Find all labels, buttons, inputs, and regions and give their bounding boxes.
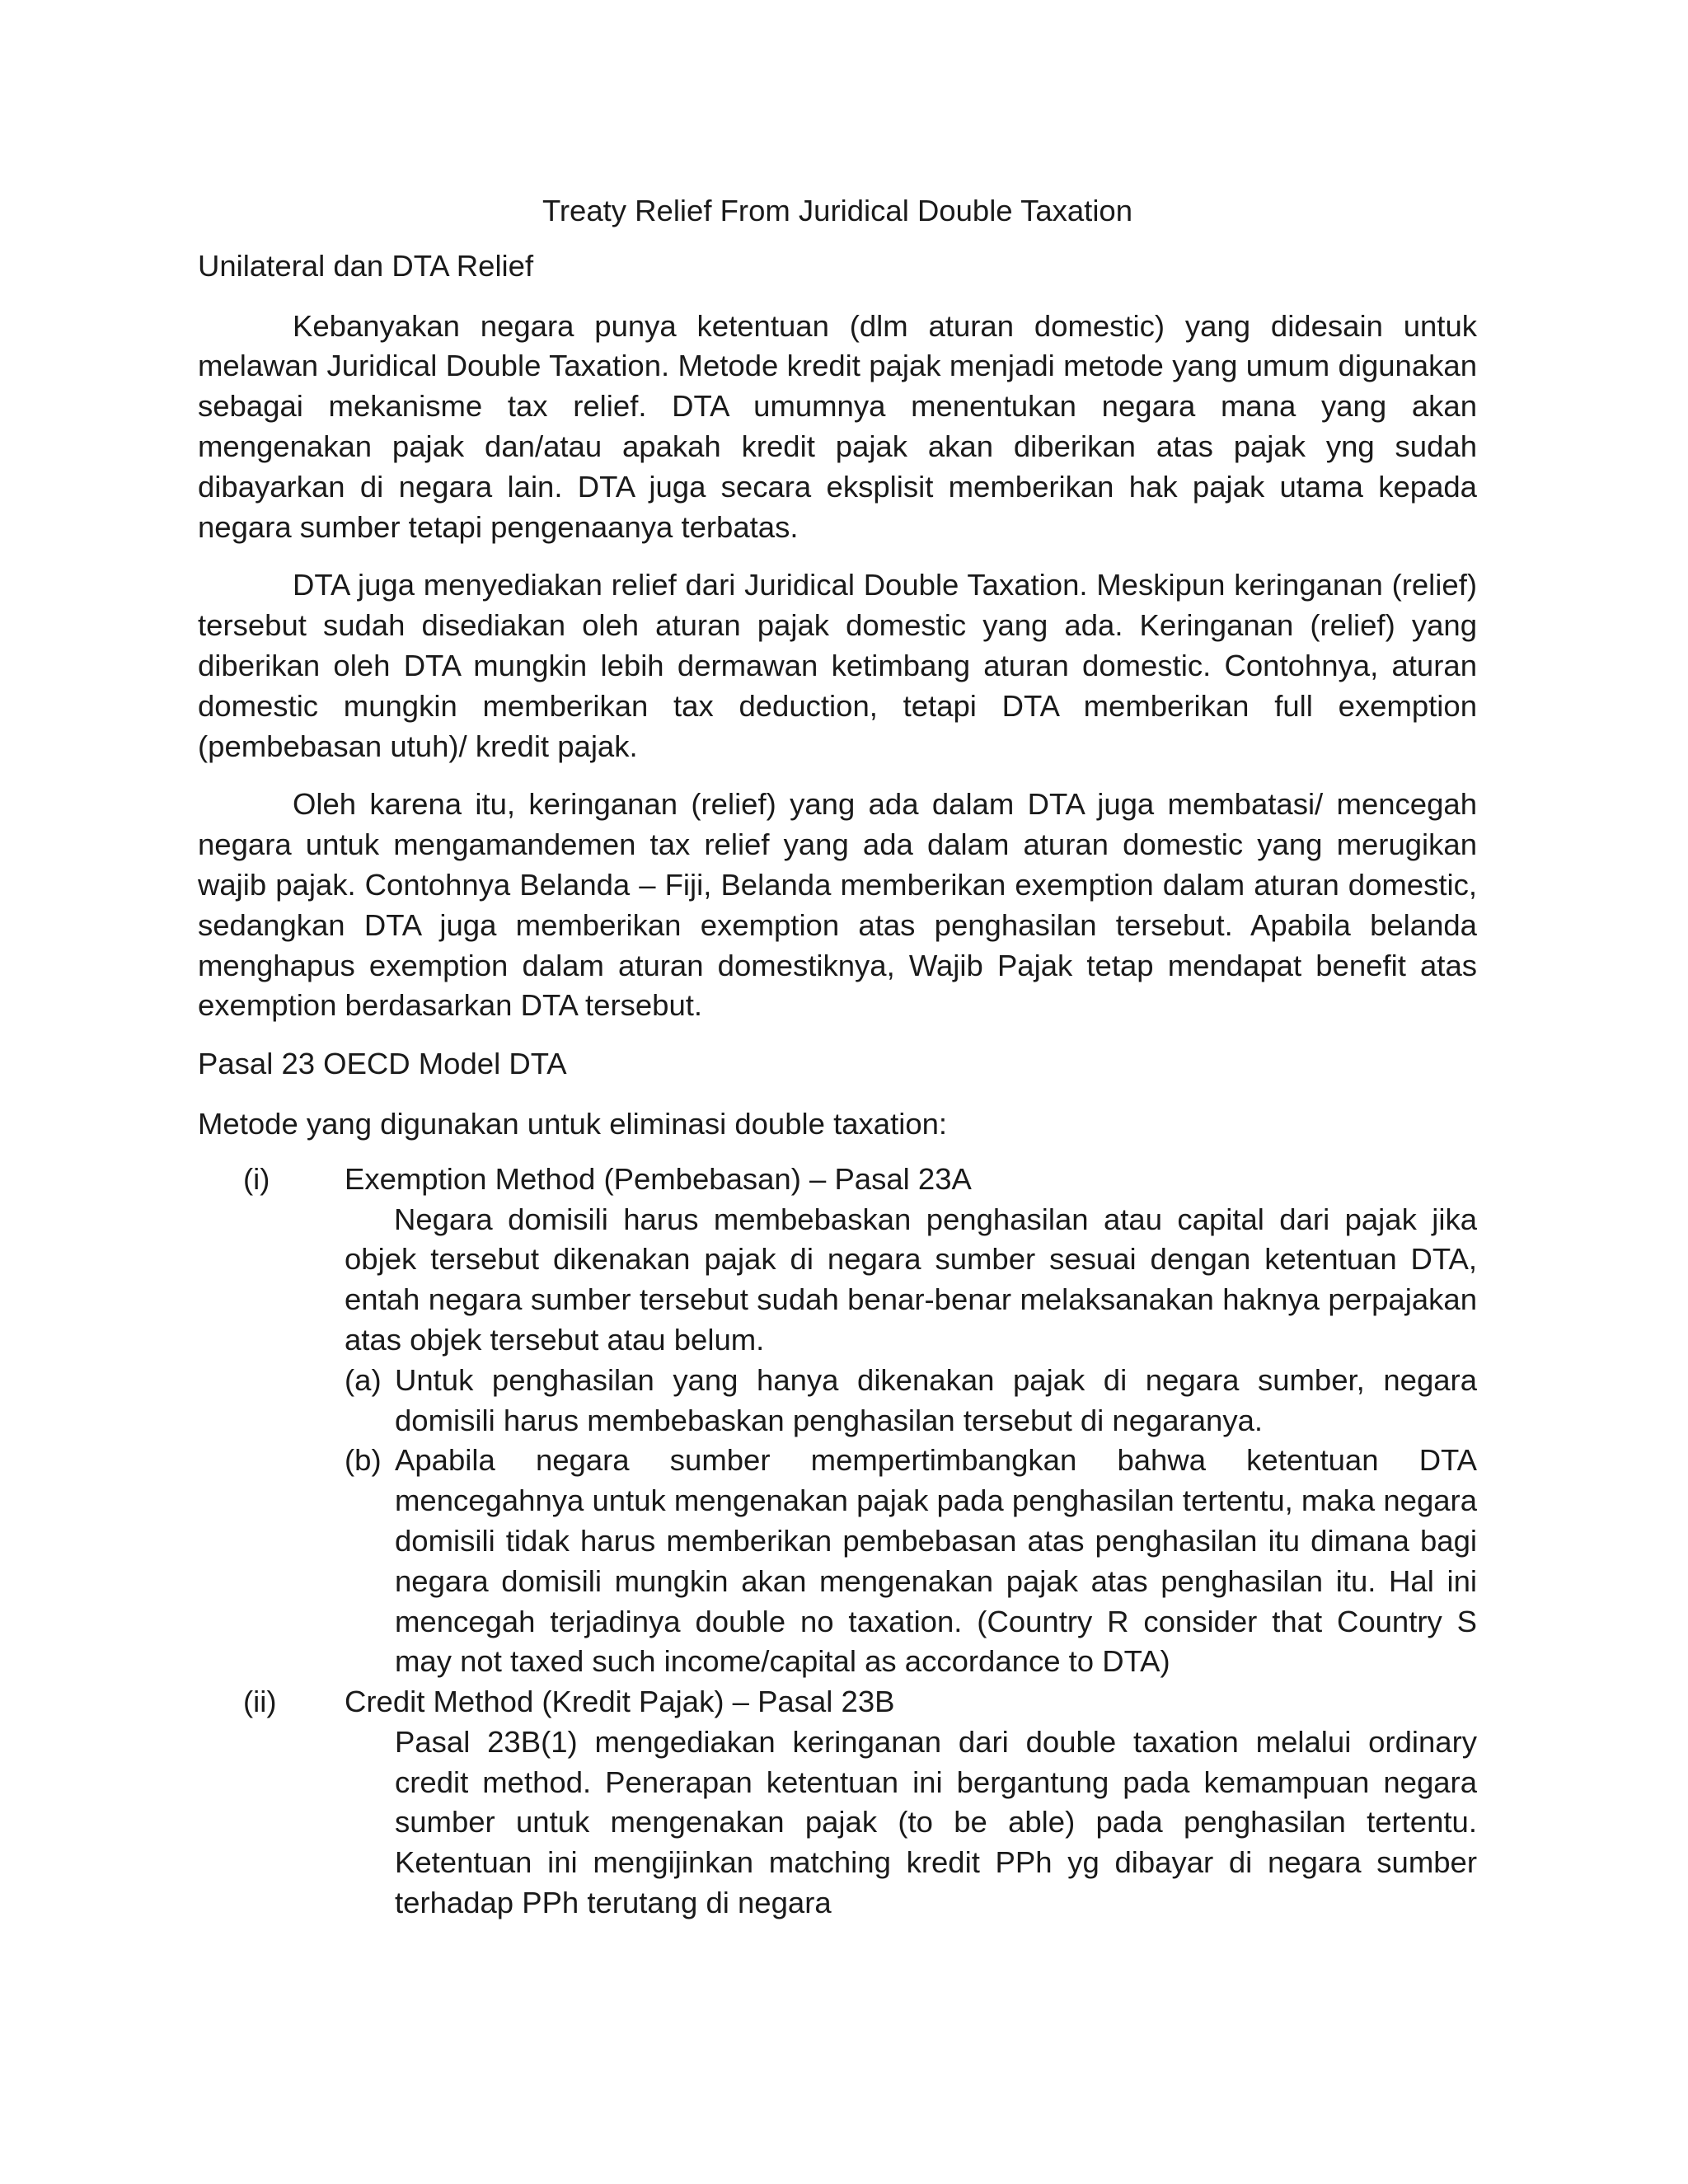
methods-list	[198, 1160, 1477, 1924]
list-item-exemption	[198, 1160, 1477, 1682]
document-title: Treaty Relief From Juridical Double Taxation	[542, 194, 1133, 227]
document-page	[198, 191, 1477, 1924]
paragraph: Oleh karena itu, keringanan (relief) yang ada dalam DTA juga membatasi/ mencegah negara untuk mengamandemen tax relief yang ada dalam aturan domestic yang merugikan wajib pajak. Contohnya Belanda – Fiji, Belanda memberikan exemption dalam aturan domestic, sedangkan DTA juga memberikan exemption atas penghasilan tersebut. Apabila belanda menghapus exemption dalam aturan domestiknya, Wajib Pajak tetap mendapat benefit atas exemption berdasarkan DTA tersebut.	[198, 787, 1477, 1023]
methods-intro: Metode yang digunakan untuk eliminasi double taxation:	[198, 1106, 948, 1141]
list-marker: (ii)	[243, 1685, 277, 1719]
sub-marker: (b)	[345, 1443, 382, 1478]
item-title: Exemption Method (Pembebasan) – Pasal 23A	[345, 1161, 972, 1196]
sub-list	[345, 1361, 1477, 1682]
section-heading-unilateral: Unilateral dan DTA Relief	[198, 248, 534, 283]
paragraph: DTA juga menyediakan relief dari Juridical Double Taxation. Meskipun keringanan (relief) tersebut sudah disediakan oleh aturan pajak domestic yang ada. Keringanan (relief) yang diberikan oleh DTA mungkin lebih dermawan ketimbang aturan domestic. Contohnya, aturan domestic mungkin memberikan tax deduction, tetapi DTA memberikan full exemption (pembebasan utuh)/ kredit pajak.	[198, 568, 1477, 763]
item-title: Credit Method (Kredit Pajak) – Pasal 23B	[345, 1685, 895, 1719]
section-heading-pasal23: Pasal 23 OECD Model DTA	[198, 1047, 567, 1081]
sub-item-b	[345, 1441, 1477, 1682]
sub-item-text: Untuk penghasilan yang hanya dikenakan pajak di negara sumber, negara domisili harus membebaskan penghasilan tersebut di negaranya.	[395, 1362, 1477, 1437]
sub-item-text: Apabila negara sumber mempertimbangkan bahwa ketentuan DTA mencegahnya untuk mengenakan pajak pada penghasilan tertentu, maka negara domisili tidak harus memberikan pembebasan atas penghasilan itu dimana bagi negara domisili mungkin akan mengenakan pajak atas penghasilan itu. Hal ini mencegah terjadinya double no taxation. (Country R consider that Country S may not taxed such income/capital as accordance to DTA)	[395, 1443, 1477, 1679]
item-body-text: Pasal 23B(1) mengediakan keringanan dari double taxation melalui ordinary credit method. Penerapan ketentuan ini bergantung pada kemampuan negara sumber untuk mengenakan pajak (to be able) pada penghasilan tertentu. Ketentuan ini mengijinkan matching kredit PPh yg dibayar di negara sumber terhadap PPh terutang di negara	[395, 1724, 1477, 1920]
item-body: Negara domisili harus membebaskan penghasilan atau capital dari pajak jika objek tersebut dikenakan pajak di negara sumber sesuai dengan ketentuan DTA, entah negara sumber tersebut sudah benar-benar melaksanakan haknya perpajakan atas objek tersebut atau belum.	[345, 1202, 1477, 1357]
list-item-credit	[198, 1682, 1477, 1924]
item-body	[345, 1722, 1477, 1924]
paragraph: Kebanyakan negara punya ketentuan (dlm aturan domestic) yang didesain untuk melawan Juridical Double Taxation. Metode kredit pajak menjadi metode yang umum digunakan sebagai mekanisme tax relief. DTA umumnya menentukan negara mana yang akan mengenakan pajak dan/atau apakah kredit pajak akan diberikan atas pajak yng sudah dibayarkan di negara lain. DTA juga secara eksplisit memberikan hak pajak utama kepada negara sumber tetapi pengenaanya terbatas.	[198, 308, 1477, 544]
sub-marker: (a)	[345, 1362, 382, 1397]
sub-item-a	[345, 1361, 1477, 1441]
list-marker: (i)	[243, 1161, 270, 1196]
